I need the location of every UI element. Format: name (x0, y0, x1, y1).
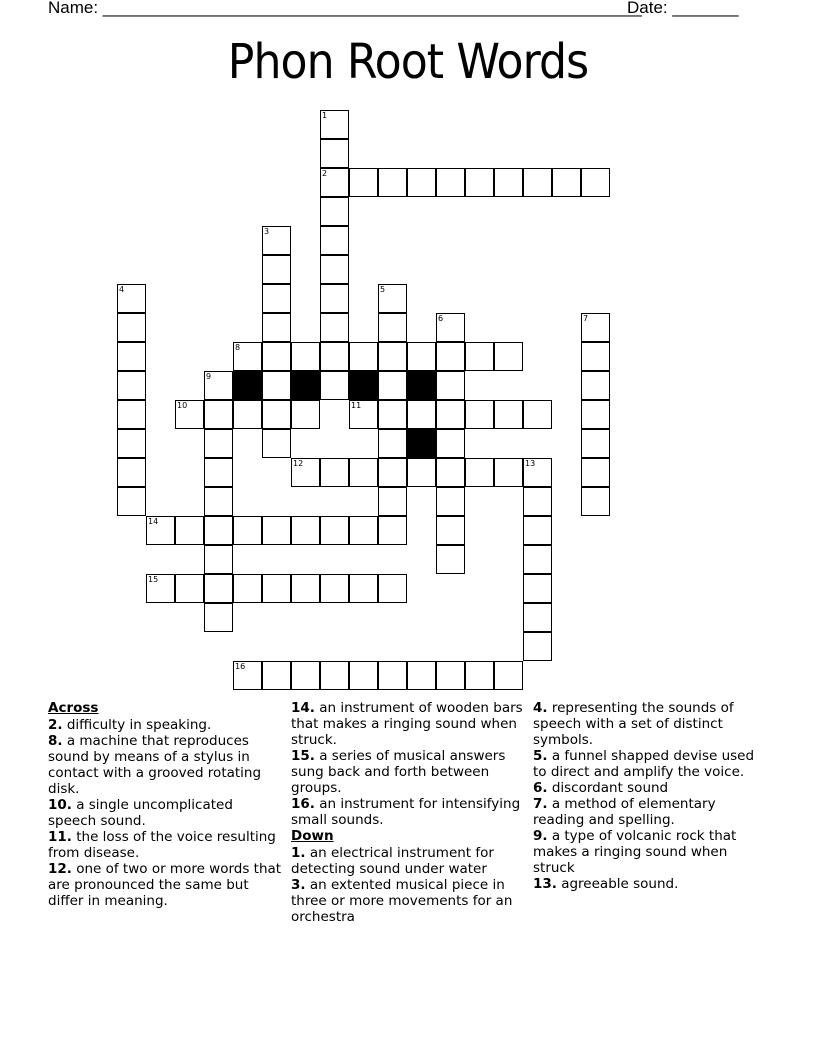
cell-number: 6 (438, 314, 444, 323)
grid-cell[interactable] (436, 661, 465, 690)
clue-number: 13. (533, 876, 557, 892)
grid-cell[interactable] (494, 342, 523, 371)
clue-across-8 (48, 733, 283, 797)
clue-across-12 (48, 861, 283, 909)
grid-cell[interactable] (349, 574, 378, 603)
grid-cell[interactable] (407, 168, 436, 197)
grid-cell[interactable] (320, 371, 349, 400)
grid-cell[interactable] (320, 574, 349, 603)
grid-cell[interactable] (204, 458, 233, 487)
grid-cell[interactable] (320, 342, 349, 371)
cell-number: 1 (322, 111, 328, 120)
grid-cell[interactable] (117, 429, 146, 458)
grid-cell[interactable] (291, 661, 320, 690)
grid-cell[interactable] (378, 371, 407, 400)
clue-across-14 (291, 700, 526, 748)
clue-text: a funnel shapped devise used to direct and amplify the voice. (533, 748, 755, 780)
cell-number: 13 (525, 459, 536, 468)
grid-cell[interactable] (233, 516, 262, 545)
grid-cell[interactable] (407, 458, 436, 487)
grid-cell[interactable] (494, 458, 523, 487)
grid-cell[interactable] (320, 197, 349, 226)
grid-cell[interactable] (320, 255, 349, 284)
grid-cell[interactable] (378, 574, 407, 603)
grid-cell[interactable] (175, 574, 204, 603)
grid-cell[interactable] (523, 603, 552, 632)
name-field[interactable]: Name: _________________________________________________________ (48, 0, 642, 17)
grid-cell[interactable] (378, 168, 407, 197)
grid-cell[interactable] (117, 371, 146, 400)
grid-cell[interactable] (349, 458, 378, 487)
grid-cell[interactable] (291, 400, 320, 429)
clue-text: a method of elementary reading and spelling. (533, 796, 716, 828)
grid-cell[interactable] (436, 429, 465, 458)
grid-cell[interactable] (465, 458, 494, 487)
cell-number: 2 (322, 169, 328, 178)
grid-cell[interactable] (581, 168, 610, 197)
clue-text: the loss of the voice resulting from disease. (48, 829, 276, 861)
grid-cell[interactable] (175, 516, 204, 545)
clue-down-4 (533, 700, 768, 748)
clue-text: an extented musical piece in three or more movements for an orchestra (291, 877, 513, 925)
clue-number: 11. (48, 829, 72, 845)
grid-cell[interactable] (378, 487, 407, 516)
grid-cell[interactable] (262, 255, 291, 284)
grid-cell[interactable] (436, 313, 465, 342)
grid-cell[interactable] (523, 574, 552, 603)
clue-text: a type of volcanic rock that makes a ringing sound when struck (533, 828, 737, 876)
clue-down-3 (291, 877, 526, 925)
grid-cell[interactable] (436, 400, 465, 429)
grid-cell[interactable] (262, 371, 291, 400)
clue-across-10 (48, 797, 283, 829)
grid-cell[interactable] (291, 516, 320, 545)
black-cell (407, 429, 436, 458)
clue-down-5 (533, 748, 768, 780)
clue-text: an instrument of wooden bars that makes a ringing sound when struck. (291, 700, 523, 748)
clue-number: 14. (291, 700, 315, 716)
grid-cell[interactable] (378, 661, 407, 690)
grid-cell[interactable] (378, 516, 407, 545)
clue-text: one of two or more words that are pronounced the same but differ in meaning. (48, 861, 282, 909)
grid-cell[interactable] (378, 313, 407, 342)
grid-cell[interactable] (262, 342, 291, 371)
grid-cell[interactable] (204, 429, 233, 458)
down-heading: Down (291, 828, 334, 844)
grid-cell[interactable] (204, 400, 233, 429)
grid-cell[interactable] (523, 516, 552, 545)
cell-number: 16 (235, 662, 246, 671)
clue-number: 2. (48, 717, 63, 733)
clue-text: representing the sounds of speech with a set of distinct symbols. (533, 700, 734, 748)
grid-cell[interactable] (320, 110, 349, 139)
grid-cell[interactable] (320, 516, 349, 545)
clue-number: 1. (291, 845, 306, 861)
grid-cell[interactable] (436, 487, 465, 516)
grid-cell[interactable] (581, 342, 610, 371)
cell-number: 14 (148, 517, 159, 526)
grid-cell[interactable] (494, 168, 523, 197)
cell-number: 3 (264, 227, 270, 236)
grid-cell[interactable] (494, 661, 523, 690)
grid-cell[interactable] (581, 487, 610, 516)
grid-cell[interactable] (262, 400, 291, 429)
grid-cell[interactable] (465, 400, 494, 429)
grid-cell[interactable] (320, 661, 349, 690)
clue-number: 10. (48, 797, 72, 813)
clue-down-1 (291, 845, 526, 877)
page-title: Phon Root Words (227, 34, 589, 90)
grid-cell[interactable] (262, 516, 291, 545)
grid-cell[interactable] (378, 429, 407, 458)
grid-cell[interactable] (204, 516, 233, 545)
clue-number: 6. (533, 780, 548, 796)
grid-cell[interactable] (146, 574, 175, 603)
grid-cell[interactable] (117, 313, 146, 342)
black-cell (407, 371, 436, 400)
grid-cell[interactable] (320, 226, 349, 255)
grid-cell[interactable] (378, 342, 407, 371)
grid-cell[interactable] (436, 371, 465, 400)
grid-cell[interactable] (291, 458, 320, 487)
grid-cell[interactable] (349, 168, 378, 197)
grid-cell[interactable] (204, 487, 233, 516)
grid-cell[interactable] (291, 574, 320, 603)
clue-number: 16. (291, 796, 315, 812)
clue-text: an instrument for intensifying small sounds. (291, 796, 521, 828)
grid-cell[interactable] (378, 458, 407, 487)
grid-cell[interactable] (436, 168, 465, 197)
grid-cell[interactable] (436, 516, 465, 545)
cell-number: 11 (351, 401, 362, 410)
grid-cell[interactable] (320, 458, 349, 487)
clues-column-1 (48, 700, 283, 909)
grid-cell[interactable] (291, 342, 320, 371)
grid-cell[interactable] (407, 400, 436, 429)
grid-cell[interactable] (262, 284, 291, 313)
grid-cell[interactable] (233, 400, 262, 429)
clues-column-3 (533, 700, 768, 892)
clue-number: 3. (291, 877, 306, 893)
grid-cell[interactable] (494, 400, 523, 429)
grid-cell[interactable] (523, 458, 552, 487)
grid-cell[interactable] (349, 516, 378, 545)
grid-cell[interactable] (320, 139, 349, 168)
grid-cell[interactable] (233, 574, 262, 603)
grid-cell[interactable] (175, 400, 204, 429)
grid-cell[interactable] (349, 661, 378, 690)
grid-cell[interactable] (523, 168, 552, 197)
grid-cell[interactable] (407, 342, 436, 371)
grid-cell[interactable] (204, 545, 233, 574)
clue-text: a series of musical answers sung back and forth between groups. (291, 748, 506, 796)
grid-cell[interactable] (117, 342, 146, 371)
grid-cell[interactable] (465, 168, 494, 197)
clue-number: 5. (533, 748, 548, 764)
grid-cell[interactable] (320, 168, 349, 197)
grid-cell[interactable] (581, 429, 610, 458)
clue-number: 4. (533, 700, 548, 716)
clue-across-15 (291, 748, 526, 796)
clues-column-2 (291, 700, 526, 925)
grid-cell[interactable] (204, 371, 233, 400)
grid-cell[interactable] (204, 574, 233, 603)
grid-cell[interactable] (320, 284, 349, 313)
grid-cell[interactable] (262, 226, 291, 255)
grid-cell[interactable] (146, 516, 175, 545)
grid-cell[interactable] (233, 342, 262, 371)
grid-cell[interactable] (436, 458, 465, 487)
grid-cell[interactable] (204, 603, 233, 632)
clue-across-2 (48, 717, 283, 733)
grid-cell[interactable] (523, 487, 552, 516)
grid-cell[interactable] (117, 487, 146, 516)
cell-number: 5 (380, 285, 386, 294)
grid-cell[interactable] (320, 313, 349, 342)
grid-cell[interactable] (262, 429, 291, 458)
cell-number: 12 (293, 459, 304, 468)
clue-down-9 (533, 828, 768, 876)
cell-number: 9 (206, 372, 212, 381)
grid-cell[interactable] (523, 632, 552, 661)
cell-number: 10 (177, 401, 188, 410)
clue-text: a single uncomplicated speech sound. (48, 797, 233, 829)
clue-text: discordant sound (547, 780, 669, 796)
clue-text: an electrical instrument for detecting sound under water (291, 845, 494, 877)
clue-number: 9. (533, 828, 548, 844)
grid-cell[interactable] (465, 661, 494, 690)
grid-cell[interactable] (262, 661, 291, 690)
cell-number: 4 (119, 285, 125, 294)
clue-text: difficulty in speaking. (62, 717, 212, 733)
grid-cell[interactable] (349, 400, 378, 429)
grid-cell[interactable] (117, 400, 146, 429)
grid-cell[interactable] (436, 545, 465, 574)
date-field[interactable]: Date: _______ (627, 0, 739, 17)
grid-cell[interactable] (523, 545, 552, 574)
clue-number: 7. (533, 796, 548, 812)
clue-text: a machine that reproduces sound by means of a stylus in contact with a grooved rotating disk. (48, 733, 262, 797)
grid-cell[interactable] (581, 313, 610, 342)
grid-cell[interactable] (262, 313, 291, 342)
black-cell (349, 371, 378, 400)
clue-across-16 (291, 796, 526, 828)
grid-cell[interactable] (378, 284, 407, 313)
grid-cell[interactable] (117, 458, 146, 487)
clue-down-13 (533, 876, 768, 892)
clue-across-11 (48, 829, 283, 861)
grid-cell[interactable] (465, 342, 494, 371)
clue-down-7 (533, 796, 768, 828)
grid-cell[interactable] (378, 400, 407, 429)
clue-down-6 (533, 780, 768, 796)
grid-cell[interactable] (436, 342, 465, 371)
cell-number: 15 (148, 575, 159, 584)
clue-text: agreeable sound. (556, 876, 679, 892)
cell-number: 7 (583, 314, 589, 323)
grid-cell[interactable] (581, 400, 610, 429)
grid-cell[interactable] (262, 574, 291, 603)
cell-number: 8 (235, 343, 241, 352)
grid-cell[interactable] (349, 342, 378, 371)
grid-cell[interactable] (407, 661, 436, 690)
grid-cell[interactable] (581, 371, 610, 400)
clue-number: 12. (48, 861, 72, 877)
grid-cell[interactable] (523, 400, 552, 429)
black-cell (233, 371, 262, 400)
grid-cell[interactable] (233, 661, 262, 690)
grid-cell[interactable] (581, 458, 610, 487)
black-cell (291, 371, 320, 400)
grid-cell[interactable] (552, 168, 581, 197)
clue-number: 8. (48, 733, 63, 749)
across-heading: Across (48, 700, 99, 716)
clue-number: 15. (291, 748, 315, 764)
grid-cell[interactable] (117, 284, 146, 313)
